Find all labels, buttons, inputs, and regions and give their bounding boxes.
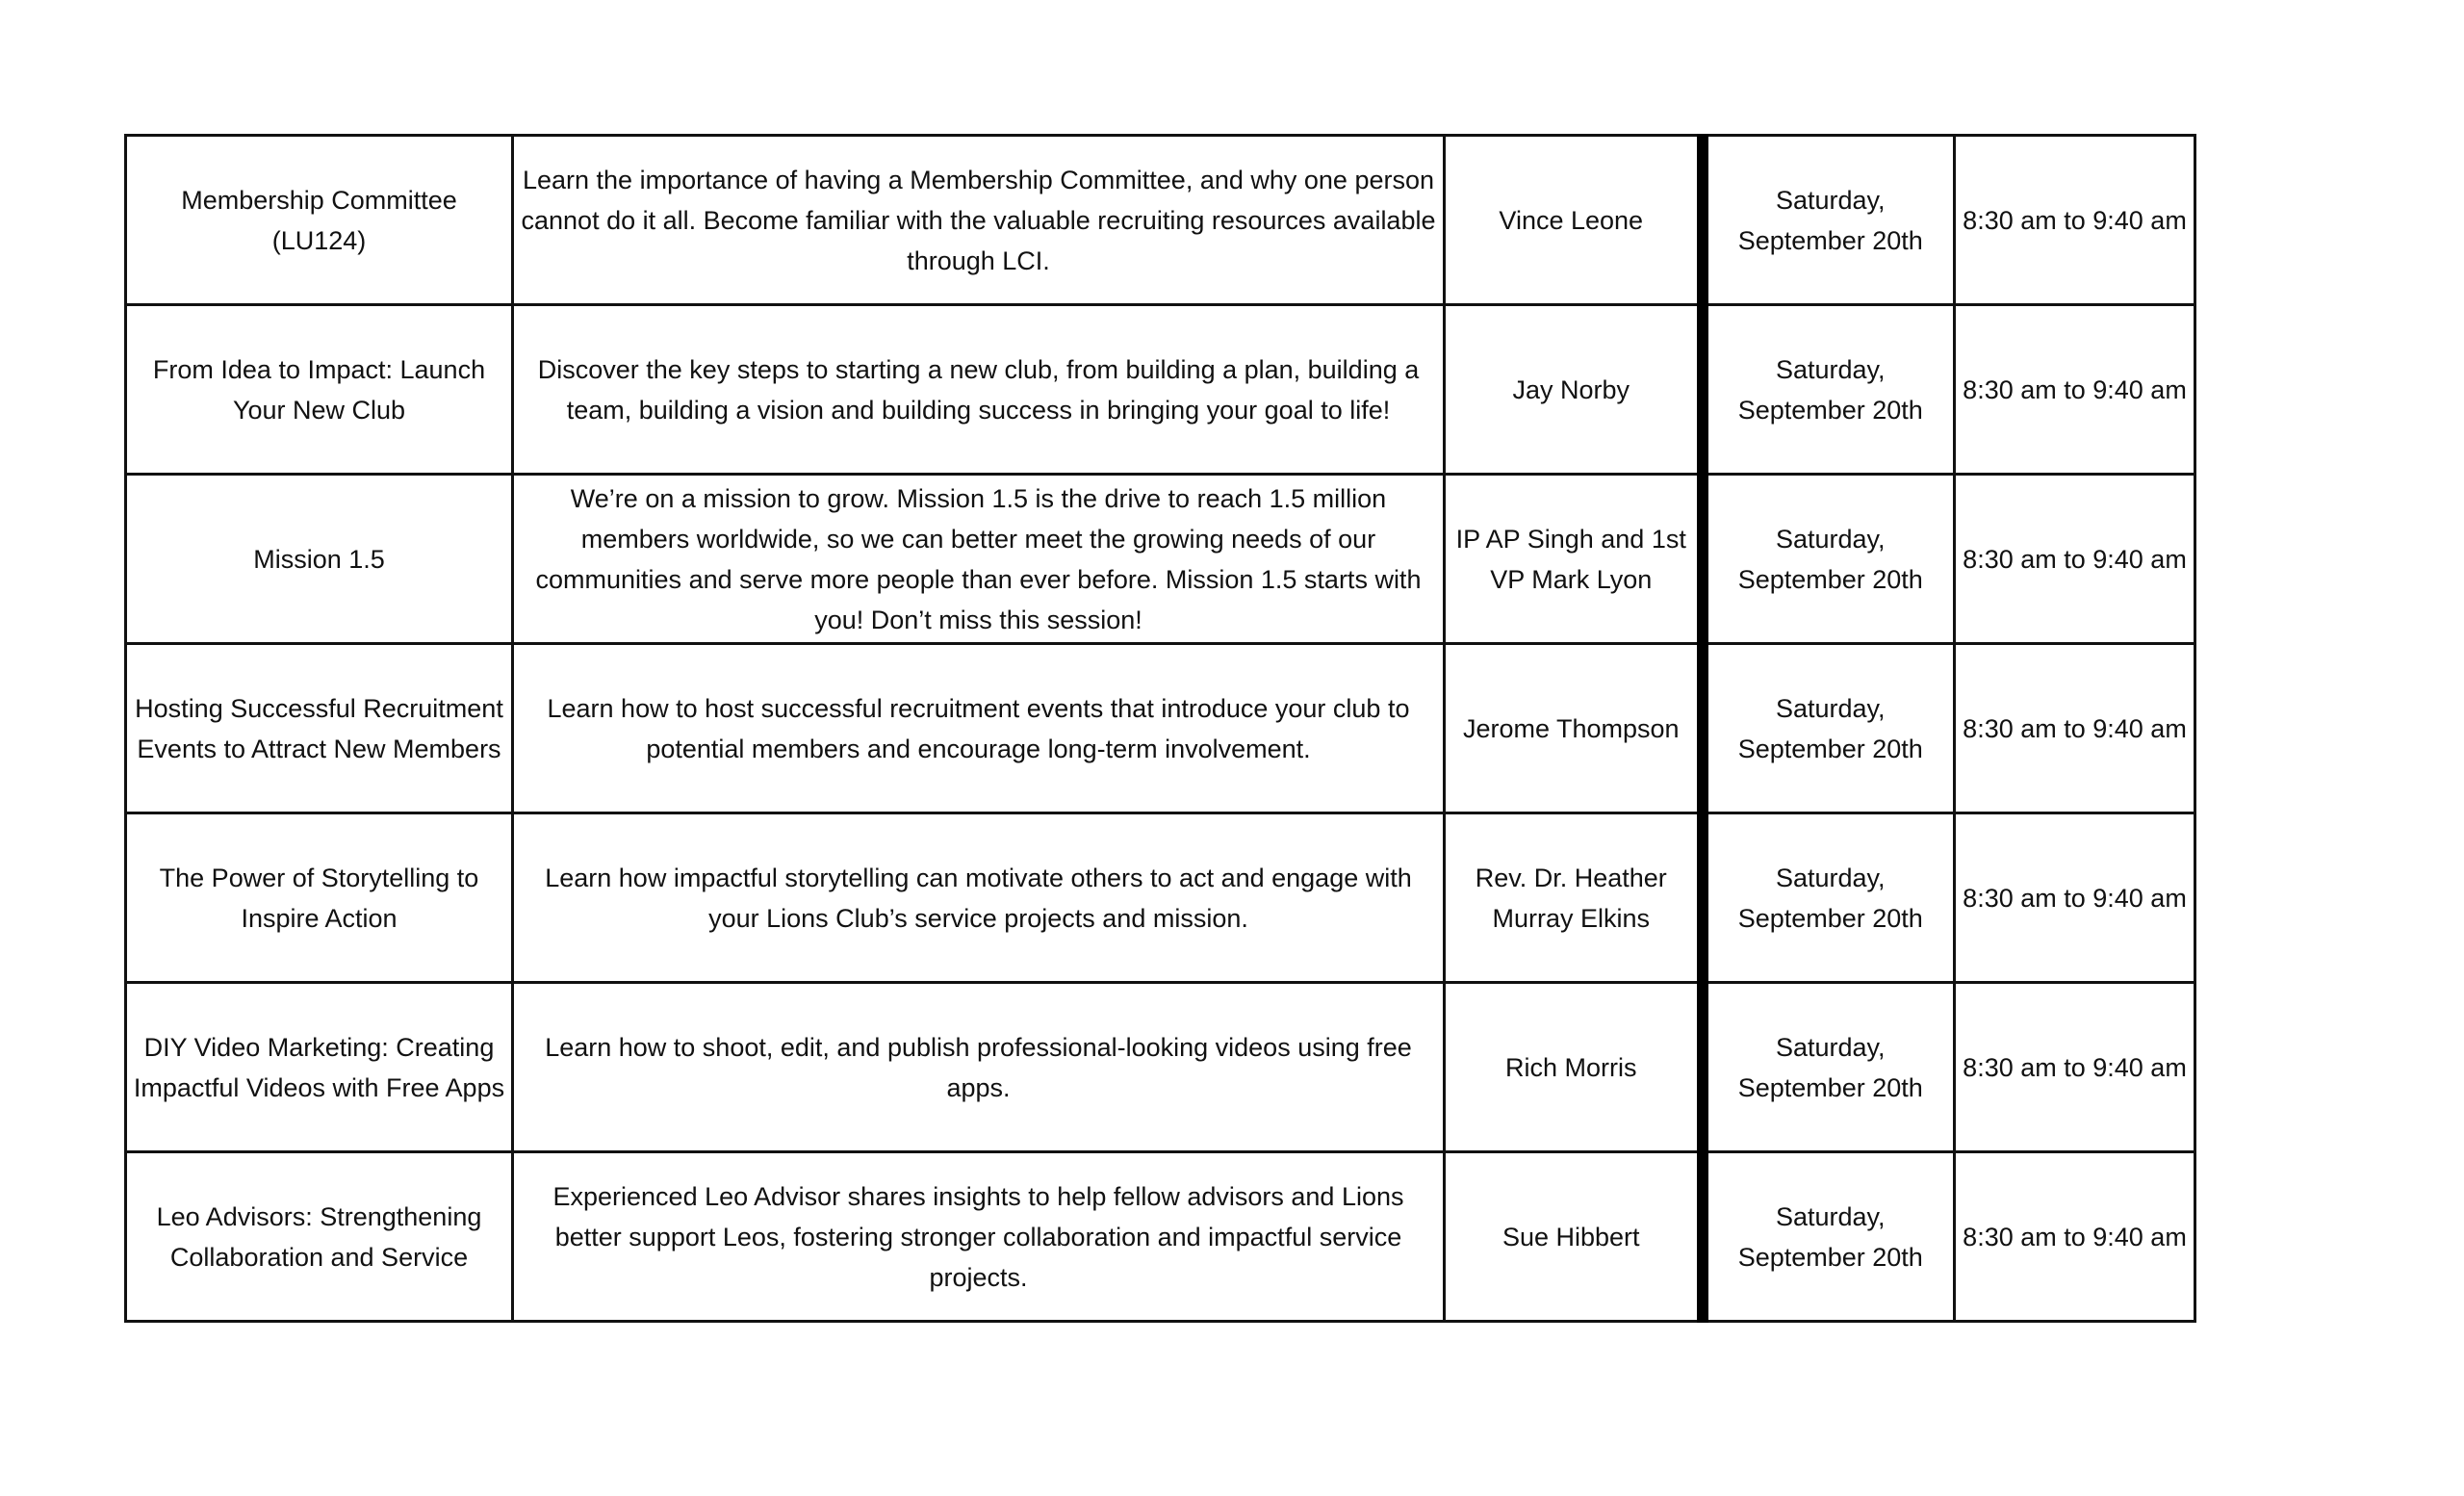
session-time: 8:30 am to 9:40 am bbox=[1963, 1052, 2187, 1082]
session-speaker-cell bbox=[1445, 644, 1703, 813]
table-row bbox=[126, 136, 2195, 305]
session-title: Mission 1.5 bbox=[253, 544, 385, 574]
session-speaker-cell bbox=[1445, 813, 1703, 983]
table-row bbox=[126, 983, 2195, 1152]
session-time: 8:30 am to 9:40 am bbox=[1963, 205, 2187, 235]
session-day: Saturday, September 20th bbox=[1737, 354, 1923, 425]
table-row bbox=[126, 305, 2195, 475]
table-row bbox=[126, 1152, 2195, 1322]
session-speaker-cell bbox=[1445, 305, 1703, 475]
session-speaker-cell bbox=[1445, 475, 1703, 644]
session-time-cell bbox=[1955, 305, 2195, 475]
session-time: 8:30 am to 9:40 am bbox=[1963, 713, 2187, 743]
session-day-cell bbox=[1703, 983, 1955, 1152]
session-time-cell bbox=[1955, 1152, 2195, 1322]
session-day-cell bbox=[1703, 644, 1955, 813]
session-description: Discover the key steps to starting a new club, from building a plan, building a team, building a vision and building success in bringing your goal to life! bbox=[537, 354, 1420, 425]
session-day-cell bbox=[1703, 136, 1955, 305]
session-time-cell bbox=[1955, 813, 2195, 983]
session-day-cell bbox=[1703, 1152, 1955, 1322]
session-description-cell bbox=[513, 136, 1445, 305]
session-speaker: Jerome Thompson bbox=[1462, 713, 1680, 743]
session-title-cell bbox=[126, 136, 513, 305]
session-description-cell bbox=[513, 644, 1445, 813]
session-description-cell bbox=[513, 1152, 1445, 1322]
session-speaker: IP AP Singh and 1st VP Mark Lyon bbox=[1455, 524, 1686, 594]
session-description-cell bbox=[513, 813, 1445, 983]
session-time-cell bbox=[1955, 136, 2195, 305]
session-description-cell bbox=[513, 983, 1445, 1152]
session-time: 8:30 am to 9:40 am bbox=[1963, 544, 2187, 574]
session-title-cell bbox=[126, 813, 513, 983]
session-description: Learn how to shoot, edit, and publish professional-looking videos using free apps. bbox=[545, 1032, 1412, 1102]
session-description: Experienced Leo Advisor shares insights to help fellow advisors and Lions better support Leos, fostering stronger collaboration and impactful service projects. bbox=[552, 1181, 1404, 1292]
session-title: From Idea to Impact: Launch Your New Club bbox=[152, 354, 486, 425]
session-day: Saturday, September 20th bbox=[1737, 693, 1923, 763]
session-time: 8:30 am to 9:40 am bbox=[1963, 883, 2187, 913]
session-day-cell bbox=[1703, 475, 1955, 644]
session-title-cell bbox=[126, 305, 513, 475]
session-day-cell bbox=[1703, 813, 1955, 983]
session-schedule-table bbox=[124, 134, 2196, 1323]
session-description: Learn the importance of having a Membership Committee, and why one person cannot do it all. Become familiar with the valuable recruiting resources available through LCI. bbox=[521, 165, 1436, 275]
session-speaker-cell bbox=[1445, 1152, 1703, 1322]
session-title: Membership Committee (LU124) bbox=[181, 185, 457, 255]
session-day: Saturday, September 20th bbox=[1737, 185, 1923, 255]
session-title-cell bbox=[126, 983, 513, 1152]
session-speaker: Rich Morris bbox=[1504, 1052, 1637, 1082]
table-row bbox=[126, 813, 2195, 983]
session-day-cell bbox=[1703, 305, 1955, 475]
session-speaker-cell bbox=[1445, 136, 1703, 305]
session-time: 8:30 am to 9:40 am bbox=[1963, 1222, 2187, 1251]
session-title-cell bbox=[126, 475, 513, 644]
table-row bbox=[126, 475, 2195, 644]
session-title-cell bbox=[126, 1152, 513, 1322]
session-title: Leo Advisors: Strengthening Collaboration and Service bbox=[156, 1201, 482, 1272]
session-description-cell bbox=[513, 305, 1445, 475]
session-description: Learn how to host successful recruitment events that introduce your club to potential members and encourage long-term involvement. bbox=[547, 693, 1410, 763]
session-day: Saturday, September 20th bbox=[1737, 1032, 1923, 1102]
session-time-cell bbox=[1955, 983, 2195, 1152]
session-speaker: Vince Leone bbox=[1499, 205, 1644, 235]
session-day: Saturday, September 20th bbox=[1737, 1201, 1923, 1272]
session-time-cell bbox=[1955, 475, 2195, 644]
session-title: DIY Video Marketing: Creating Impactful Videos with Free Apps bbox=[133, 1032, 505, 1102]
table-row bbox=[126, 644, 2195, 813]
session-speaker: Sue Hibbert bbox=[1502, 1222, 1640, 1251]
session-day: Saturday, September 20th bbox=[1737, 863, 1923, 933]
session-title: The Power of Storytelling to Inspire Action bbox=[159, 863, 479, 933]
session-speaker-cell bbox=[1445, 983, 1703, 1152]
session-title-cell bbox=[126, 644, 513, 813]
session-title: Hosting Successful Recruitment Events to Attract New Members bbox=[135, 693, 503, 763]
session-day: Saturday, September 20th bbox=[1737, 524, 1923, 594]
session-time-cell bbox=[1955, 644, 2195, 813]
session-description: We’re on a mission to grow. Mission 1.5 is the drive to reach 1.5 million members worldwide, so we can better meet the growing needs of our communities and serve more people than ever before. Mission 1.5 starts with you! Don’t miss this session! bbox=[535, 483, 1422, 634]
session-speaker: Jay Norby bbox=[1512, 374, 1630, 404]
session-description: Learn how impactful storytelling can motivate others to act and engage with your Lions Club’s service projects and mission. bbox=[545, 863, 1412, 933]
session-description-cell bbox=[513, 475, 1445, 644]
session-time: 8:30 am to 9:40 am bbox=[1963, 374, 2187, 404]
session-speaker: Rev. Dr. Heather Murray Elkins bbox=[1475, 863, 1667, 933]
